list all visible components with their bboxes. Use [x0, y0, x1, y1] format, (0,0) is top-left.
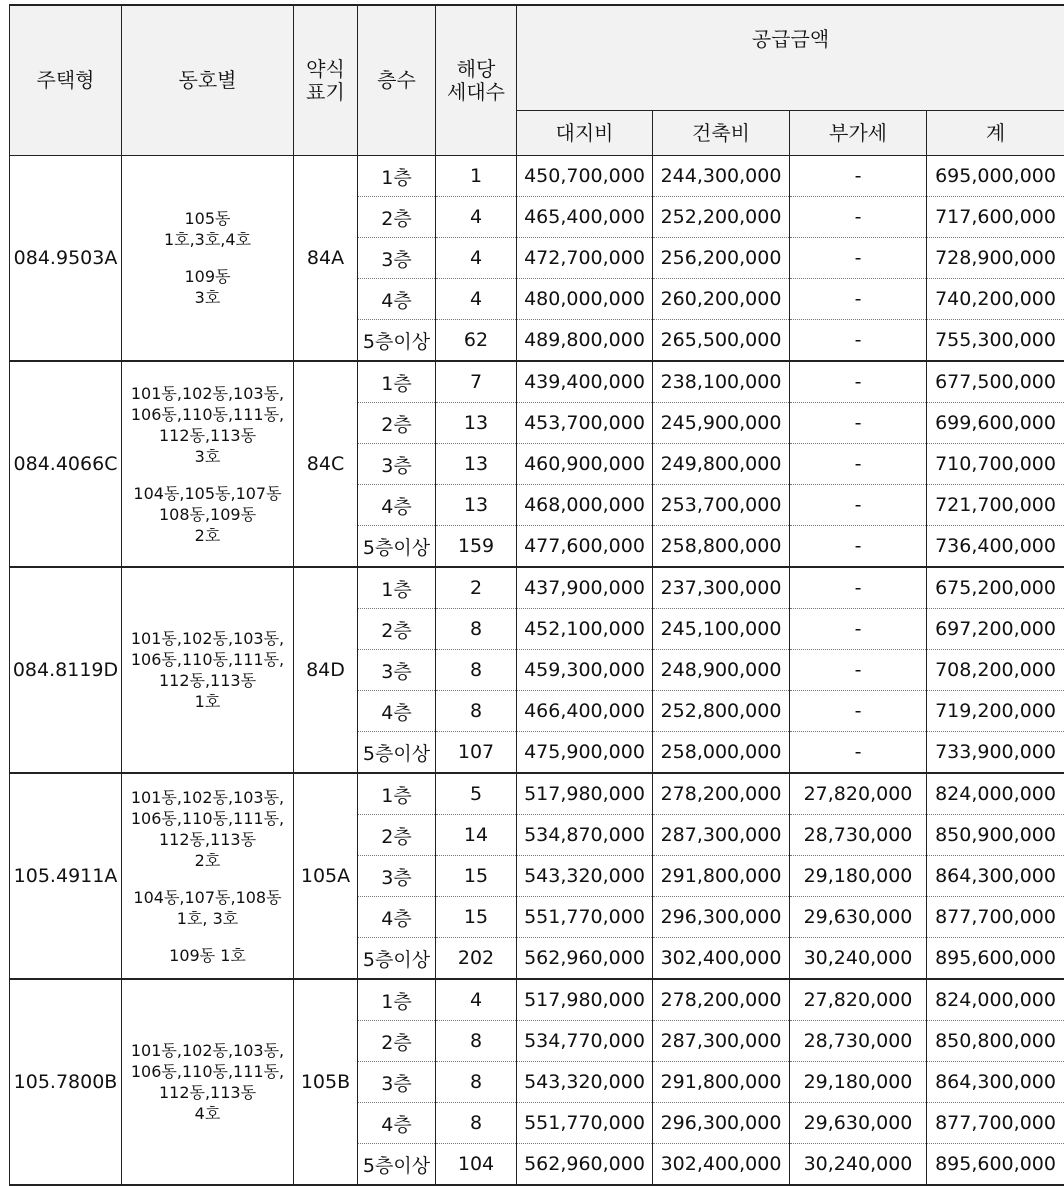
- building-cost-cell: 258,000,000: [653, 732, 790, 774]
- vat-cell: -: [790, 197, 927, 238]
- unit-line: 112동,113동: [122, 670, 293, 691]
- housing-type: 084.9503A: [10, 156, 122, 362]
- table-row: [10, 979, 1064, 1021]
- land-cost-cell: 477,600,000: [517, 526, 653, 568]
- total-cell: 697,200,000: [927, 609, 1064, 650]
- unit-count-cell: 13: [436, 485, 517, 526]
- building-cost-cell: 296,300,000: [653, 897, 790, 938]
- unit-line: 106동,110동,111동,: [122, 1061, 293, 1082]
- land-cost-cell: 475,900,000: [517, 732, 653, 774]
- unit-line: 1호: [122, 691, 293, 712]
- abbr-type: 105B: [294, 979, 358, 1185]
- vat-cell: 29,180,000: [790, 1062, 927, 1103]
- total-cell: 864,300,000: [927, 1062, 1064, 1103]
- unit-line: 112동,113동: [122, 1082, 293, 1103]
- unit-count-cell: 5: [436, 773, 517, 815]
- unit-count-cell: 8: [436, 1062, 517, 1103]
- unit-block: [122, 787, 293, 871]
- floor-cell: 1층: [358, 567, 436, 609]
- floor-cell: 2층: [358, 609, 436, 650]
- vat-cell: -: [790, 732, 927, 774]
- unit-count-cell: 8: [436, 650, 517, 691]
- total-cell: 824,000,000: [927, 979, 1064, 1021]
- unit-block: [122, 1040, 293, 1124]
- total-cell: 864,300,000: [927, 856, 1064, 897]
- vat-cell: 27,820,000: [790, 773, 927, 815]
- unit-count-cell: 4: [436, 197, 517, 238]
- building-cost-cell: 248,900,000: [653, 650, 790, 691]
- vat-cell: -: [790, 279, 927, 320]
- total-cell: 710,700,000: [927, 444, 1064, 485]
- vat-cell: -: [790, 526, 927, 568]
- unit-line: 101동,102동,103동,: [122, 787, 293, 808]
- floor-cell: 3층: [358, 1062, 436, 1103]
- land-cost-cell: 468,000,000: [517, 485, 653, 526]
- total-cell: 850,800,000: [927, 1021, 1064, 1062]
- unit-count-cell: 8: [436, 1021, 517, 1062]
- unit-line: 104동,107동,108동: [122, 887, 293, 908]
- unit-count-cell: 8: [436, 1103, 517, 1144]
- unit-count-cell: 202: [436, 938, 517, 980]
- unit-count-cell: 8: [436, 609, 517, 650]
- unit-line: 101동,102동,103동,: [122, 383, 293, 404]
- total-cell: 728,900,000: [927, 238, 1064, 279]
- building-cost-cell: 296,300,000: [653, 1103, 790, 1144]
- vat-cell: 29,630,000: [790, 897, 927, 938]
- building-cost-cell: 291,800,000: [653, 856, 790, 897]
- floor-cell: 1층: [358, 979, 436, 1021]
- building-cost-cell: 245,100,000: [653, 609, 790, 650]
- table-body: [10, 156, 1064, 1186]
- total-cell: 717,600,000: [927, 197, 1064, 238]
- vat-cell: -: [790, 567, 927, 609]
- building-cost-cell: 291,800,000: [653, 1062, 790, 1103]
- abbr-type: 84A: [294, 156, 358, 362]
- land-cost-cell: 543,320,000: [517, 856, 653, 897]
- floor-cell: 5층이상: [358, 526, 436, 568]
- building-cost-cell: 252,800,000: [653, 691, 790, 732]
- floor-cell: 5층이상: [358, 938, 436, 980]
- unit-line: 2호: [122, 850, 293, 871]
- unit-line: 109동: [122, 266, 293, 287]
- vat-cell: -: [790, 650, 927, 691]
- total-cell: 677,500,000: [927, 361, 1064, 403]
- total-cell: 755,300,000: [927, 320, 1064, 362]
- vat-cell: -: [790, 361, 927, 403]
- building-cost-cell: 278,200,000: [653, 773, 790, 815]
- unit-count-cell: 8: [436, 691, 517, 732]
- unit-block: [122, 945, 293, 966]
- building-cost-cell: 245,900,000: [653, 403, 790, 444]
- unit-count-cell: 14: [436, 815, 517, 856]
- land-cost-cell: 452,100,000: [517, 609, 653, 650]
- vat-cell: 30,240,000: [790, 1144, 927, 1186]
- unit-count-cell: 159: [436, 526, 517, 568]
- unit-line: 3호: [122, 446, 293, 467]
- vat-cell: -: [790, 403, 927, 444]
- unit-line: 2호: [122, 525, 293, 546]
- supply-price-table: [9, 4, 1064, 1186]
- land-cost-cell: 534,870,000: [517, 815, 653, 856]
- unit-block: [122, 266, 293, 308]
- unit-block: [122, 208, 293, 250]
- header-building: 건축비: [653, 111, 790, 156]
- land-cost-cell: 551,770,000: [517, 897, 653, 938]
- building-cost-cell: 249,800,000: [653, 444, 790, 485]
- building-cost-cell: 237,300,000: [653, 567, 790, 609]
- vat-cell: -: [790, 485, 927, 526]
- unit-line: 112동,113동: [122, 425, 293, 446]
- unit-assignment: [122, 156, 294, 362]
- vat-cell: 29,180,000: [790, 856, 927, 897]
- header-abbr: 약식 표기: [294, 5, 358, 156]
- land-cost-cell: 517,980,000: [517, 773, 653, 815]
- unit-line: 106동,110동,111동,: [122, 808, 293, 829]
- floor-cell: 2층: [358, 815, 436, 856]
- total-cell: 824,000,000: [927, 773, 1064, 815]
- housing-type: 084.4066C: [10, 361, 122, 567]
- land-cost-cell: 562,960,000: [517, 1144, 653, 1186]
- unit-assignment: [122, 567, 294, 773]
- vat-cell: -: [790, 156, 927, 197]
- unit-count-cell: 13: [436, 403, 517, 444]
- land-cost-cell: 450,700,000: [517, 156, 653, 197]
- unit-count-cell: 4: [436, 238, 517, 279]
- total-cell: 675,200,000: [927, 567, 1064, 609]
- land-cost-cell: 460,900,000: [517, 444, 653, 485]
- unit-count-cell: 7: [436, 361, 517, 403]
- unit-line: 101동,102동,103동,: [122, 1040, 293, 1061]
- unit-block: [122, 483, 293, 546]
- unit-count-cell: 15: [436, 856, 517, 897]
- floor-cell: 3층: [358, 856, 436, 897]
- vat-cell: -: [790, 320, 927, 362]
- unit-line: 104동,105동,107동: [122, 483, 293, 504]
- unit-line: 1호, 3호: [122, 908, 293, 929]
- table-row: [10, 361, 1064, 403]
- building-cost-cell: 265,500,000: [653, 320, 790, 362]
- unit-line: 108동,109동: [122, 504, 293, 525]
- total-cell: 850,900,000: [927, 815, 1064, 856]
- total-cell: 719,200,000: [927, 691, 1064, 732]
- header-vat: 부가세: [790, 111, 927, 156]
- building-cost-cell: 256,200,000: [653, 238, 790, 279]
- unit-count-cell: 15: [436, 897, 517, 938]
- total-cell: 736,400,000: [927, 526, 1064, 568]
- unit-count-cell: 62: [436, 320, 517, 362]
- table-row: [10, 156, 1064, 197]
- land-cost-cell: 439,400,000: [517, 361, 653, 403]
- building-cost-cell: 260,200,000: [653, 279, 790, 320]
- building-cost-cell: 287,300,000: [653, 815, 790, 856]
- unit-count-cell: 2: [436, 567, 517, 609]
- floor-cell: 5층이상: [358, 732, 436, 774]
- unit-assignment: [122, 773, 294, 979]
- total-cell: 877,700,000: [927, 897, 1064, 938]
- floor-cell: 1층: [358, 156, 436, 197]
- total-cell: 740,200,000: [927, 279, 1064, 320]
- abbr-type: 84C: [294, 361, 358, 567]
- land-cost-cell: 551,770,000: [517, 1103, 653, 1144]
- unit-count-cell: 107: [436, 732, 517, 774]
- table-row: [10, 773, 1064, 815]
- total-cell: 877,700,000: [927, 1103, 1064, 1144]
- total-cell: 708,200,000: [927, 650, 1064, 691]
- land-cost-cell: 472,700,000: [517, 238, 653, 279]
- building-cost-cell: 244,300,000: [653, 156, 790, 197]
- floor-cell: 2층: [358, 403, 436, 444]
- unit-assignment: [122, 361, 294, 567]
- floor-cell: 3층: [358, 444, 436, 485]
- land-cost-cell: 562,960,000: [517, 938, 653, 980]
- table-header: [10, 5, 1064, 156]
- land-cost-cell: 543,320,000: [517, 1062, 653, 1103]
- header-land: 대지비: [517, 111, 653, 156]
- land-cost-cell: 489,800,000: [517, 320, 653, 362]
- floor-cell: 3층: [358, 650, 436, 691]
- vat-cell: 30,240,000: [790, 938, 927, 980]
- building-cost-cell: 252,200,000: [653, 197, 790, 238]
- header-units: 동호별: [122, 5, 294, 156]
- header-count: 해당 세대수: [436, 5, 517, 156]
- total-cell: 895,600,000: [927, 1144, 1064, 1186]
- land-cost-cell: 480,000,000: [517, 279, 653, 320]
- unit-block: [122, 628, 293, 712]
- floor-cell: 1층: [358, 361, 436, 403]
- building-cost-cell: 302,400,000: [653, 1144, 790, 1186]
- unit-count-cell: 104: [436, 1144, 517, 1186]
- building-cost-cell: 278,200,000: [653, 979, 790, 1021]
- vat-cell: -: [790, 609, 927, 650]
- floor-cell: 4층: [358, 691, 436, 732]
- floor-cell: 2층: [358, 1021, 436, 1062]
- vat-cell: -: [790, 691, 927, 732]
- unit-block: [122, 383, 293, 467]
- building-cost-cell: 287,300,000: [653, 1021, 790, 1062]
- unit-line: 1호,3호,4호: [122, 229, 293, 250]
- land-cost-cell: 534,770,000: [517, 1021, 653, 1062]
- floor-cell: 1층: [358, 773, 436, 815]
- building-cost-cell: 253,700,000: [653, 485, 790, 526]
- total-cell: 695,000,000: [927, 156, 1064, 197]
- header-type: 주택형: [10, 5, 122, 156]
- unit-count-cell: 4: [436, 279, 517, 320]
- unit-line: 112동,113동: [122, 829, 293, 850]
- building-cost-cell: 302,400,000: [653, 938, 790, 980]
- building-cost-cell: 258,800,000: [653, 526, 790, 568]
- header-total: 계: [927, 111, 1064, 156]
- table-row: [10, 567, 1064, 609]
- total-cell: 699,600,000: [927, 403, 1064, 444]
- unit-line: 101동,102동,103동,: [122, 628, 293, 649]
- floor-cell: 2층: [358, 197, 436, 238]
- land-cost-cell: 465,400,000: [517, 197, 653, 238]
- total-cell: 721,700,000: [927, 485, 1064, 526]
- land-cost-cell: 459,300,000: [517, 650, 653, 691]
- total-cell: 895,600,000: [927, 938, 1064, 980]
- floor-cell: 3층: [358, 238, 436, 279]
- land-cost-cell: 517,980,000: [517, 979, 653, 1021]
- housing-type: 105.7800B: [10, 979, 122, 1185]
- floor-cell: 4층: [358, 485, 436, 526]
- total-cell: 733,900,000: [927, 732, 1064, 774]
- land-cost-cell: 453,700,000: [517, 403, 653, 444]
- header-floor: 층수: [358, 5, 436, 156]
- unit-line: 105동: [122, 208, 293, 229]
- vat-cell: -: [790, 238, 927, 279]
- floor-cell: 4층: [358, 1103, 436, 1144]
- vat-cell: 28,730,000: [790, 815, 927, 856]
- unit-line: 109동 1호: [122, 945, 293, 966]
- floor-cell: 4층: [358, 279, 436, 320]
- header-supply-amount: 공급금액: [517, 5, 1064, 111]
- unit-count-cell: 4: [436, 979, 517, 1021]
- unit-count-cell: 13: [436, 444, 517, 485]
- floor-cell: 4층: [358, 897, 436, 938]
- unit-line: 4호: [122, 1103, 293, 1124]
- unit-line: 106동,110동,111동,: [122, 649, 293, 670]
- land-cost-cell: 437,900,000: [517, 567, 653, 609]
- unit-assignment: [122, 979, 294, 1185]
- unit-block: [122, 887, 293, 929]
- abbr-type: 84D: [294, 567, 358, 773]
- floor-cell: 5층이상: [358, 1144, 436, 1186]
- building-cost-cell: 238,100,000: [653, 361, 790, 403]
- floor-cell: 5층이상: [358, 320, 436, 362]
- housing-type: 105.4911A: [10, 773, 122, 979]
- vat-cell: -: [790, 444, 927, 485]
- abbr-type: 105A: [294, 773, 358, 979]
- unit-line: 3호: [122, 287, 293, 308]
- unit-count-cell: 1: [436, 156, 517, 197]
- vat-cell: 28,730,000: [790, 1021, 927, 1062]
- vat-cell: 29,630,000: [790, 1103, 927, 1144]
- land-cost-cell: 466,400,000: [517, 691, 653, 732]
- unit-line: 106동,110동,111동,: [122, 404, 293, 425]
- housing-type: 084.8119D: [10, 567, 122, 773]
- vat-cell: 27,820,000: [790, 979, 927, 1021]
